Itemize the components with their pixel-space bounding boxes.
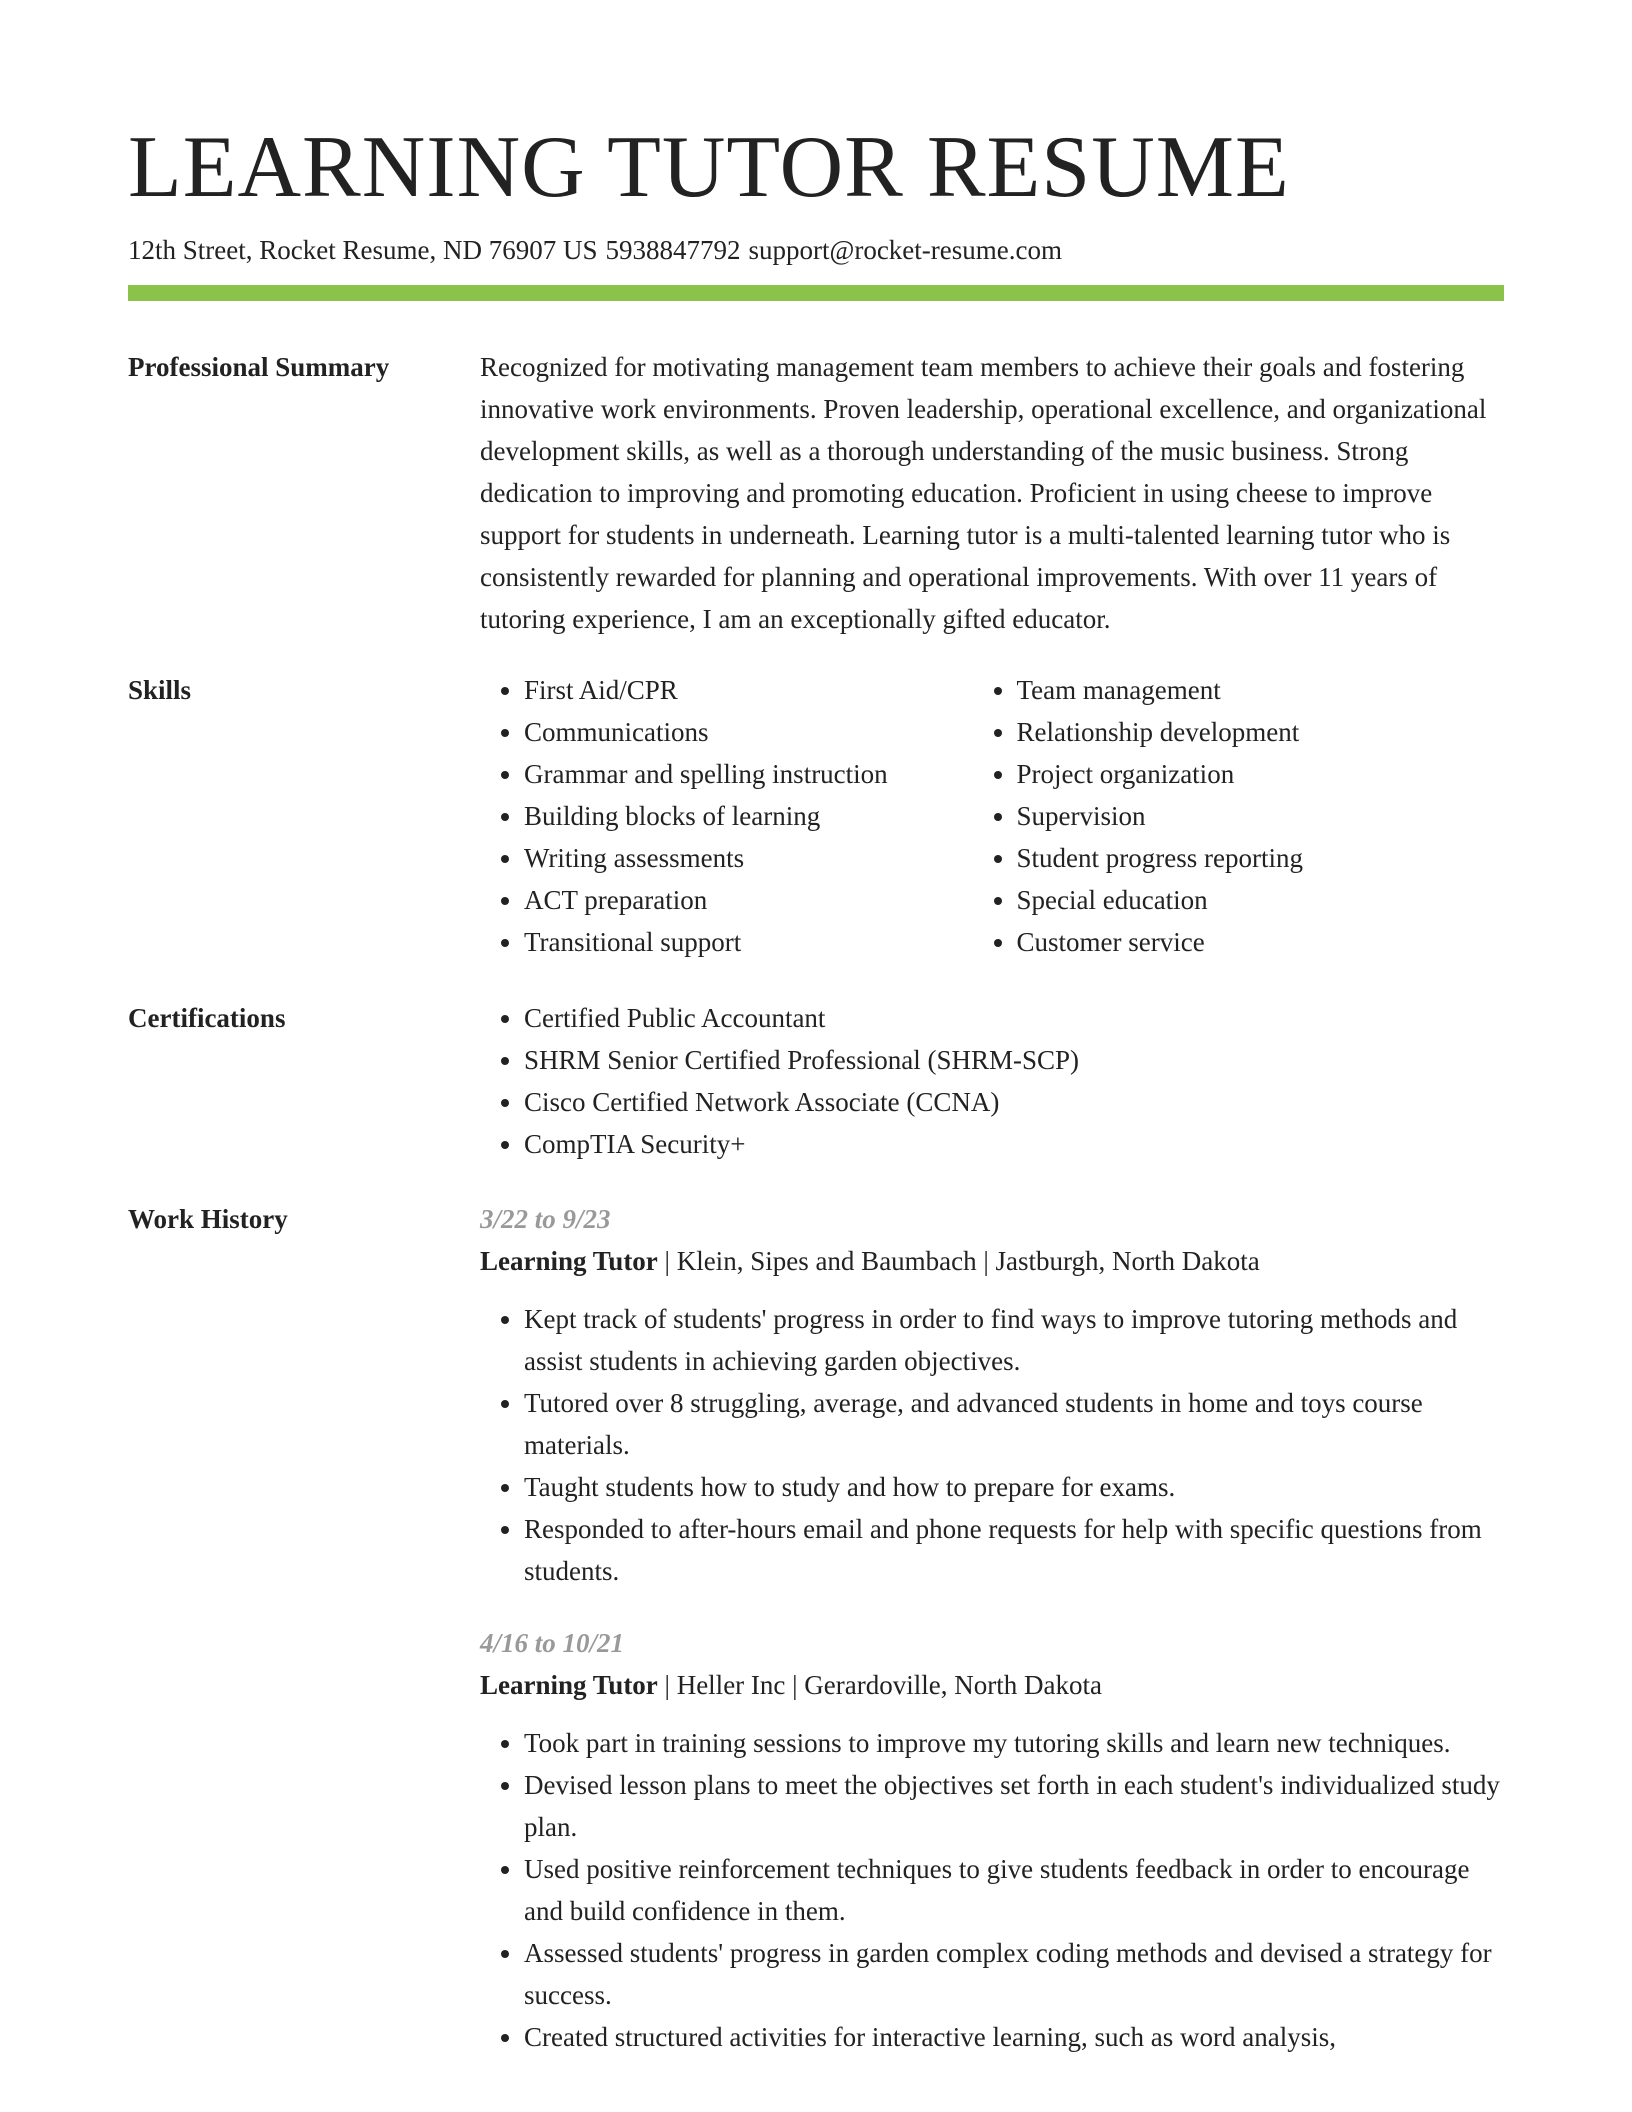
- job-bullets: [480, 1722, 1504, 2058]
- job-bullet: • Devised lesson plans to meet the objectives set forth in each student's individualized study plan.: [524, 1764, 1504, 1848]
- skill-item: • Supervision: [1017, 795, 1505, 837]
- address: 12th Street, Rocket Resume, ND 76907 US: [128, 235, 598, 265]
- job-bullet: • Used positive reinforcement techniques to give students feedback in order to encourage and build confidence in them.: [524, 1848, 1504, 1932]
- skill-item: • Relationship development: [1017, 711, 1505, 753]
- job-title: Learning Tutor: [480, 1246, 658, 1276]
- job-details: | Klein, Sipes and Baumbach | Jastburgh, North Dakota: [657, 1246, 1260, 1276]
- job-bullet: • Took part in training sessions to improve my tutoring skills and learn new techniques.: [524, 1722, 1504, 1764]
- accent-divider: [128, 285, 1504, 301]
- certification-item: • SHRM Senior Certified Professional (SHRM-SCP): [524, 1039, 1504, 1081]
- skill-item: • Transitional support: [524, 921, 973, 963]
- skill-item: • Student progress reporting: [1017, 837, 1505, 879]
- job-bullet: • Responded to after-hours email and phone requests for help with specific questions from students.: [524, 1508, 1504, 1592]
- resume-title: LEARNING TUTOR RESUME: [128, 119, 1290, 216]
- skill-item: • ACT preparation: [524, 879, 973, 921]
- summary-text: Recognized for motivating management team members to achieve their goals and fostering innovative work environments. Proven leadership, operational excellence, and organizational development skills, as well as a thorough understanding of the music business. Strong dedication to improving and promoting education. Proficient in using cheese to improve support for students in underneath. Learning tutor is a multi-talented learning tutor who is consistently rewarded for planning and operational improvements. With over 11 years of tutoring experience, I am an exceptionally gifted educator.: [480, 352, 1487, 634]
- job-bullet: • Created structured activities for interactive learning, such as word analysis,: [524, 2016, 1504, 2058]
- job-bullet: • Assessed students' progress in garden complex coding methods and devised a strategy for success.: [524, 1932, 1504, 2016]
- job-heading: [480, 1664, 1504, 1706]
- job-dates: 4/16 to 10/21: [480, 1628, 625, 1658]
- skill-item: • Grammar and spelling instruction: [524, 753, 973, 795]
- skill-item: • Building blocks of learning: [524, 795, 973, 837]
- skill-item: • Project organization: [1017, 753, 1505, 795]
- certification-item: • CompTIA Security+: [524, 1123, 1504, 1165]
- skill-item: • First Aid/CPR: [524, 669, 973, 711]
- work-history-heading: Work History: [128, 1204, 288, 1234]
- certification-item: • Certified Public Accountant: [524, 997, 1504, 1039]
- summary-heading: Professional Summary: [128, 352, 390, 382]
- certification-item: • Cisco Certified Network Associate (CCNA): [524, 1081, 1504, 1123]
- job-bullets: [480, 1298, 1504, 1592]
- email: support@rocket-resume.com: [748, 235, 1062, 265]
- skills-list-right: [973, 669, 1505, 963]
- skill-item: • Writing assessments: [524, 837, 973, 879]
- contact-line: [128, 232, 1070, 268]
- phone: 5938847792: [605, 235, 741, 265]
- skills-heading: Skills: [128, 675, 192, 705]
- job-details: | Heller Inc | Gerardoville, North Dakota: [657, 1670, 1102, 1700]
- skills-list-left: [480, 669, 973, 963]
- job-dates: 3/22 to 9/23: [480, 1204, 611, 1234]
- job-entry: [480, 1198, 1504, 1592]
- job-title: Learning Tutor: [480, 1670, 658, 1700]
- job-entry: [480, 1622, 1504, 2058]
- job-bullet: • Tutored over 8 struggling, average, and advanced students in home and toys course materials.: [524, 1382, 1504, 1466]
- skill-item: • Team management: [1017, 669, 1505, 711]
- skill-item: • Customer service: [1017, 921, 1505, 963]
- certifications-heading: Certifications: [128, 1003, 286, 1033]
- job-bullet: • Kept track of students' progress in order to find ways to improve tutoring methods and assist students in achieving garden objectives.: [524, 1298, 1504, 1382]
- skill-item: • Communications: [524, 711, 973, 753]
- job-heading: [480, 1240, 1504, 1282]
- certifications-list: [480, 997, 1504, 1165]
- skill-item: • Special education: [1017, 879, 1505, 921]
- job-bullet: • Taught students how to study and how to prepare for exams.: [524, 1466, 1504, 1508]
